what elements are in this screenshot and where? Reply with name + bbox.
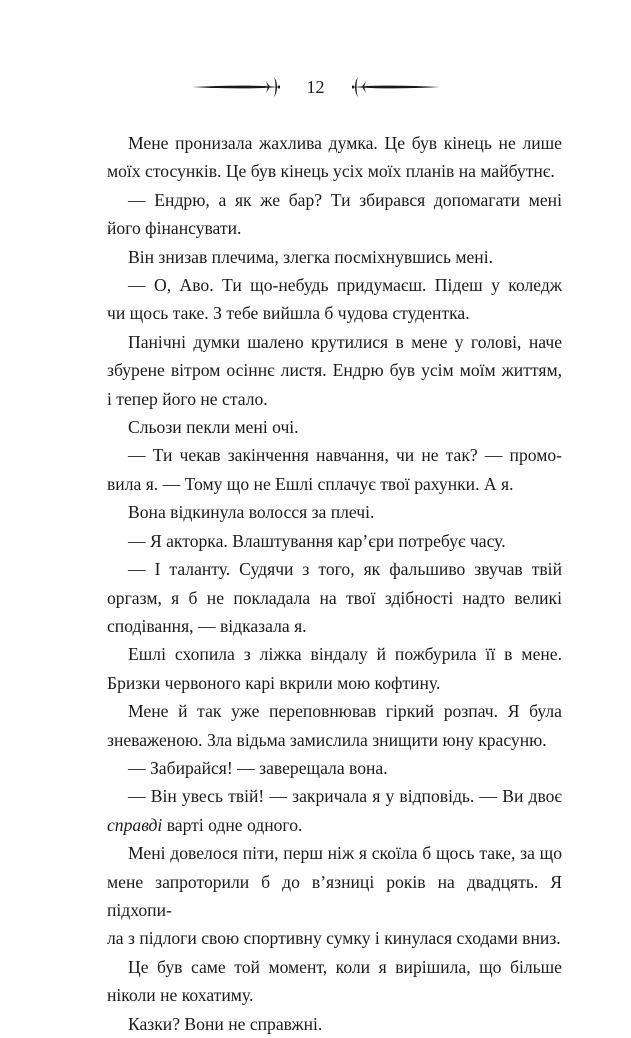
paragraph bbox=[107, 413, 562, 441]
paragraph bbox=[107, 782, 562, 839]
text-line: — Ендрю, а як же бар? Ти збирався допомагати мені bbox=[128, 189, 562, 210]
text-line: сподівання, — відказала я. bbox=[107, 615, 307, 636]
text-line: — О, Аво. Ти що-небудь придумаєш. Підеш у коледж bbox=[128, 275, 562, 296]
text-line: — Я акторка. Влаштування кар’єри потребує часу. bbox=[128, 530, 506, 551]
text-fragment: варті одне одного. bbox=[162, 814, 303, 835]
emphasis-word: справді bbox=[107, 814, 163, 835]
text-line: моїх стосунків. Це був кінець усіх моїх планів на майбутнє. bbox=[107, 161, 555, 182]
paragraph bbox=[107, 839, 562, 953]
text-line: мене запроторили б до в’язниці років на двадцять. Я підхопи- bbox=[107, 871, 562, 920]
paragraph bbox=[107, 243, 562, 271]
text-line: чи щось таке. З тебе вийшла б чудова студентка. bbox=[107, 303, 470, 324]
paragraph bbox=[107, 555, 562, 640]
text-line bbox=[107, 811, 562, 839]
paragraph bbox=[107, 498, 562, 526]
paragraph bbox=[107, 640, 562, 697]
text-line: Вона відкинула волосся за плечі. bbox=[128, 502, 375, 523]
text-line: Це був саме той момент, коли я вирішила, що більше bbox=[128, 956, 562, 977]
paragraph bbox=[107, 441, 562, 498]
body-text bbox=[107, 129, 562, 1038]
text-line: зневаженою. Зла відьма замислила знищити юну красуню. bbox=[107, 729, 547, 750]
text-line: — Він увесь твій! — закричала я у відповідь. — Ви двоє bbox=[128, 786, 562, 807]
text-line: — Забирайся! — заверещала вона. bbox=[128, 757, 388, 778]
paragraph bbox=[107, 186, 562, 243]
paragraph bbox=[107, 953, 562, 1010]
text-line: Сльози пекли мені очі. bbox=[128, 417, 299, 438]
page-header bbox=[0, 70, 631, 110]
text-line: — І таланту. Судячи з того, як фальшиво звучав твій bbox=[128, 559, 562, 580]
text-line: і тепер його не стало. bbox=[107, 388, 268, 409]
paragraph bbox=[107, 129, 562, 186]
text-line: Панічні думки шалено крутилися в мене у голові, наче bbox=[128, 331, 562, 352]
text-line: його фінансувати. bbox=[107, 218, 242, 239]
paragraph bbox=[107, 697, 562, 754]
text-line: Казки? Вони не справжні. bbox=[128, 1013, 323, 1034]
text-line: вила я. — Тому що не Ешлі сплачує твої рахунки. А я. bbox=[107, 473, 514, 494]
paragraph bbox=[107, 754, 562, 782]
text-line: Він знизав плечима, злегка посміхнувшись мені. bbox=[128, 246, 494, 267]
text-line: — Ти чекав закінчення навчання, чи не так? — промо- bbox=[128, 445, 562, 466]
text-line: Мені довелося піти, перш ніж я скоїла б щось таке, за що bbox=[128, 843, 562, 864]
paragraph bbox=[107, 328, 562, 413]
paragraph bbox=[107, 1010, 562, 1038]
text-line: Мене пронизала жахлива думка. Це був кінець не лише bbox=[128, 133, 562, 153]
text-line: збурене вітром осіннє листя. Ендрю був усім моїм життям, bbox=[107, 360, 562, 381]
text-line: Ешлі схопила з ліжка віндалу й пожбурила її в мене. bbox=[128, 644, 562, 665]
page-number: 12 bbox=[306, 77, 325, 97]
paragraph bbox=[107, 271, 562, 328]
text-line: ніколи не кохатиму. bbox=[107, 985, 254, 1006]
text-line: Бризки червоного карі вкрили мою кофтину. bbox=[107, 672, 441, 693]
text-line: оргазм, я б не покладала на твої здібності надто великі bbox=[107, 587, 562, 608]
text-line: ла з підлоги свою спортивну сумку і кинулася сходами вниз. bbox=[107, 928, 561, 949]
text-line: Мене й так уже переповнював гіркий розпач. Я була bbox=[128, 701, 562, 722]
sword-ornament-right-icon bbox=[352, 74, 442, 100]
paragraph bbox=[107, 527, 562, 555]
